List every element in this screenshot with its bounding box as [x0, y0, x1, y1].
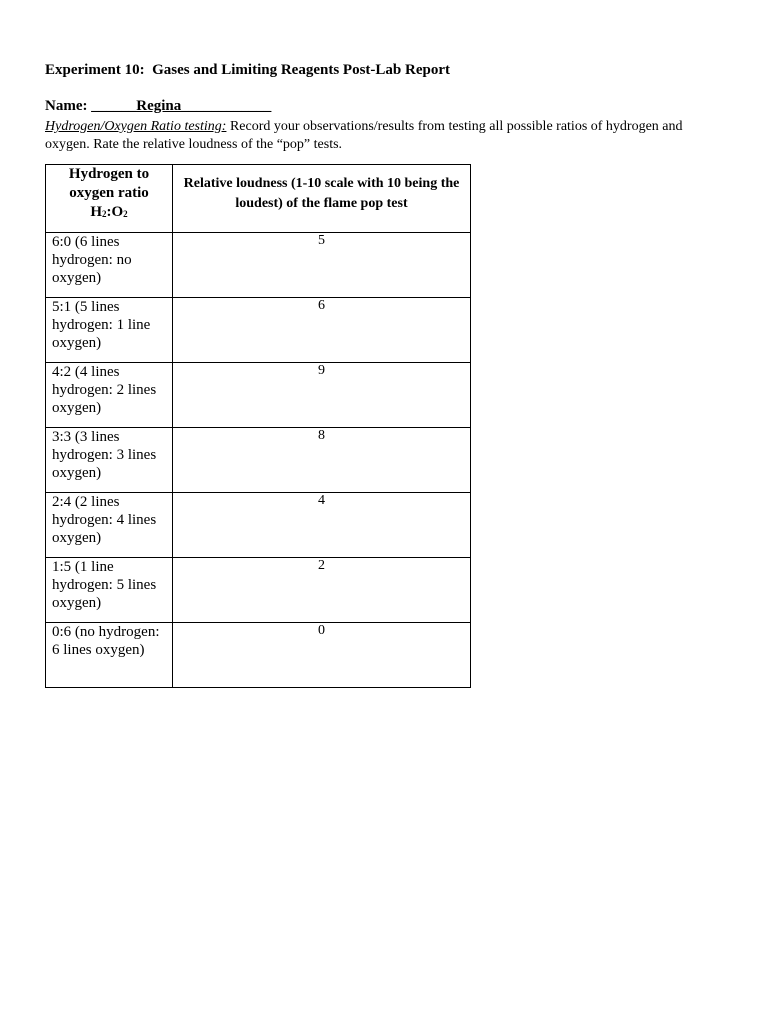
ratio-cell: 3:3 (3 lines hydrogen: 3 lines oxygen) [46, 428, 173, 493]
loudness-cell: 8 [173, 428, 471, 493]
ratio-cell: 5:1 (5 lines hydrogen: 1 line oxygen) [46, 298, 173, 363]
table-row [46, 558, 471, 623]
loudness-cell: 2 [173, 558, 471, 623]
document-title: Experiment 10: Gases and Limiting Reagents Post-Lab Report [45, 62, 450, 78]
name-value: ______Regina____________ [91, 98, 272, 114]
ratio-cell: 6:0 (6 lines hydrogen: no oxygen) [46, 233, 173, 298]
header-ratio [46, 165, 173, 233]
loudness-cell: 4 [173, 493, 471, 558]
instructions-heading: Hydrogen/Oxygen Ratio testing: [45, 119, 227, 134]
instructions [45, 118, 725, 154]
ratio-cell: 2:4 (2 lines hydrogen: 4 lines oxygen) [46, 493, 173, 558]
table-row [46, 428, 471, 493]
loudness-cell: 9 [173, 363, 471, 428]
name-line [45, 98, 271, 115]
header-loudness: Relative loudness (1-10 scale with 10 being the loudest) of the flame pop test [173, 165, 471, 233]
name-label: Name: [45, 98, 88, 114]
table-header-row [46, 165, 471, 233]
instructions-text: Record your observations/results from testing all possible ratios of hydrogen and oxygen. Rate the relative loudness of the “pop” tests. [45, 119, 683, 152]
results-table [45, 164, 471, 688]
header-ratio-text: Hydrogen to oxygen ratio [68, 166, 150, 201]
ratio-cell: 0:6 (no hydrogen: 6 lines oxygen) [46, 623, 173, 688]
table-row [46, 298, 471, 363]
table-row [46, 493, 471, 558]
table-row [46, 363, 471, 428]
loudness-cell: 0 [173, 623, 471, 688]
ratio-cell: 4:2 (4 lines hydrogen: 2 lines oxygen) [46, 363, 173, 428]
table-row [46, 233, 471, 298]
header-ratio-formula: $H_2:O_2$ [90, 204, 128, 220]
loudness-cell: 5 [173, 233, 471, 298]
loudness-cell: 6 [173, 298, 471, 363]
table-row [46, 623, 471, 688]
ratio-cell: 1:5 (1 line hydrogen: 5 lines oxygen) [46, 558, 173, 623]
